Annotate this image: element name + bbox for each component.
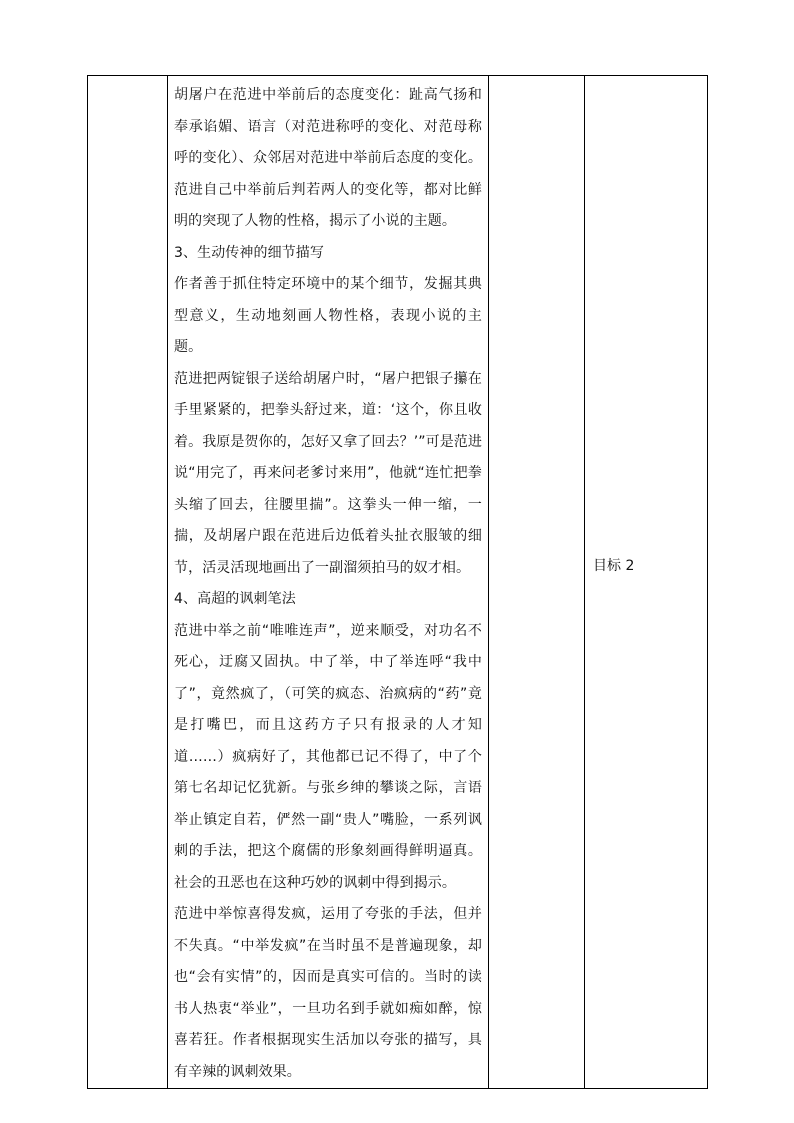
blank-cell-middle xyxy=(489,76,585,1089)
goal-label: 目标 2 xyxy=(593,558,635,574)
teaching-content-cell xyxy=(168,76,489,1089)
lesson-plan-table xyxy=(87,75,708,1089)
paragraph-satire-example: 范进中举之前“唯唯连声”，逆来顺受，对功名不死心，迂腐又固执。中了举，中了举连呼“我中了”，竟然疯了，（可笑的疯态、治疯病的“药”竟是打嘴巴，而且这药方子只有报录的人才知道……）疯病好了，其他都已记不得了，中了个第七名却记忆犹新。与张乡绅的攀谈之际，言语举止镇定自若，俨然一副“贵人”嘴脸，一系列讽刺的手法，把这个腐儒的形象刻画得鲜明逼真。社会的丑恶也在这种巧妙的讽刺中得到揭示。 xyxy=(174,622,482,891)
heading-detail-description: 3、生动传神的细节描写 xyxy=(174,244,325,261)
table-row xyxy=(88,76,708,1089)
paragraph-contrast: 胡屠户在范进中举前后的态度变化：趾高气扬和奉承谄媚、语言（对范进称呼的变化、对范母称呼的变化）、众邻居对范进中举前后态度的变化。范进自己中举前后判若两人的变化等，都对比鲜明的突现了人物的性格，揭示了小说的主题。 xyxy=(174,87,482,229)
goal-cell xyxy=(585,76,708,1089)
heading-satire: 4、高超的讽刺笔法 xyxy=(174,591,296,607)
paragraph-exaggeration: 范进中举惊喜得发疯，运用了夸张的手法，但并不失真。“中举发疯”在当时虽不是普遍现象，却也“会有实情”的，因而是真实可信的。当时的读书人热衷“举业”，一旦功名到手就如痴如醉，惊喜若狂。作者根据现实生活加以夸张的描写，具有辛辣的讽刺效果。 xyxy=(174,906,482,1080)
paragraph-detail-intro: 作者善于抓住特定环境中的某个细节，发掘其典型意义，生动地刻画人物性格，表现小说的主题。 xyxy=(174,276,482,355)
blank-cell-left xyxy=(88,76,168,1089)
paragraph-detail-example: 范进把两锭银子送给胡屠户时，“屠户把银子攥在手里紧紧的，把拳头舒过来，道：‘这个，你且收着。我原是贺你的，怎好又拿了回去？’”可是范进说“用完了，再来问老爹讨来用”，他就“连忙把拳头缩了回去，往腰里揣”。这拳头一伸一缩，一揣，及胡屠户跟在范进后边低着头扯衣服皱的细节，活灵活现地画出了一副溜须拍马的奴才相。 xyxy=(174,370,483,576)
